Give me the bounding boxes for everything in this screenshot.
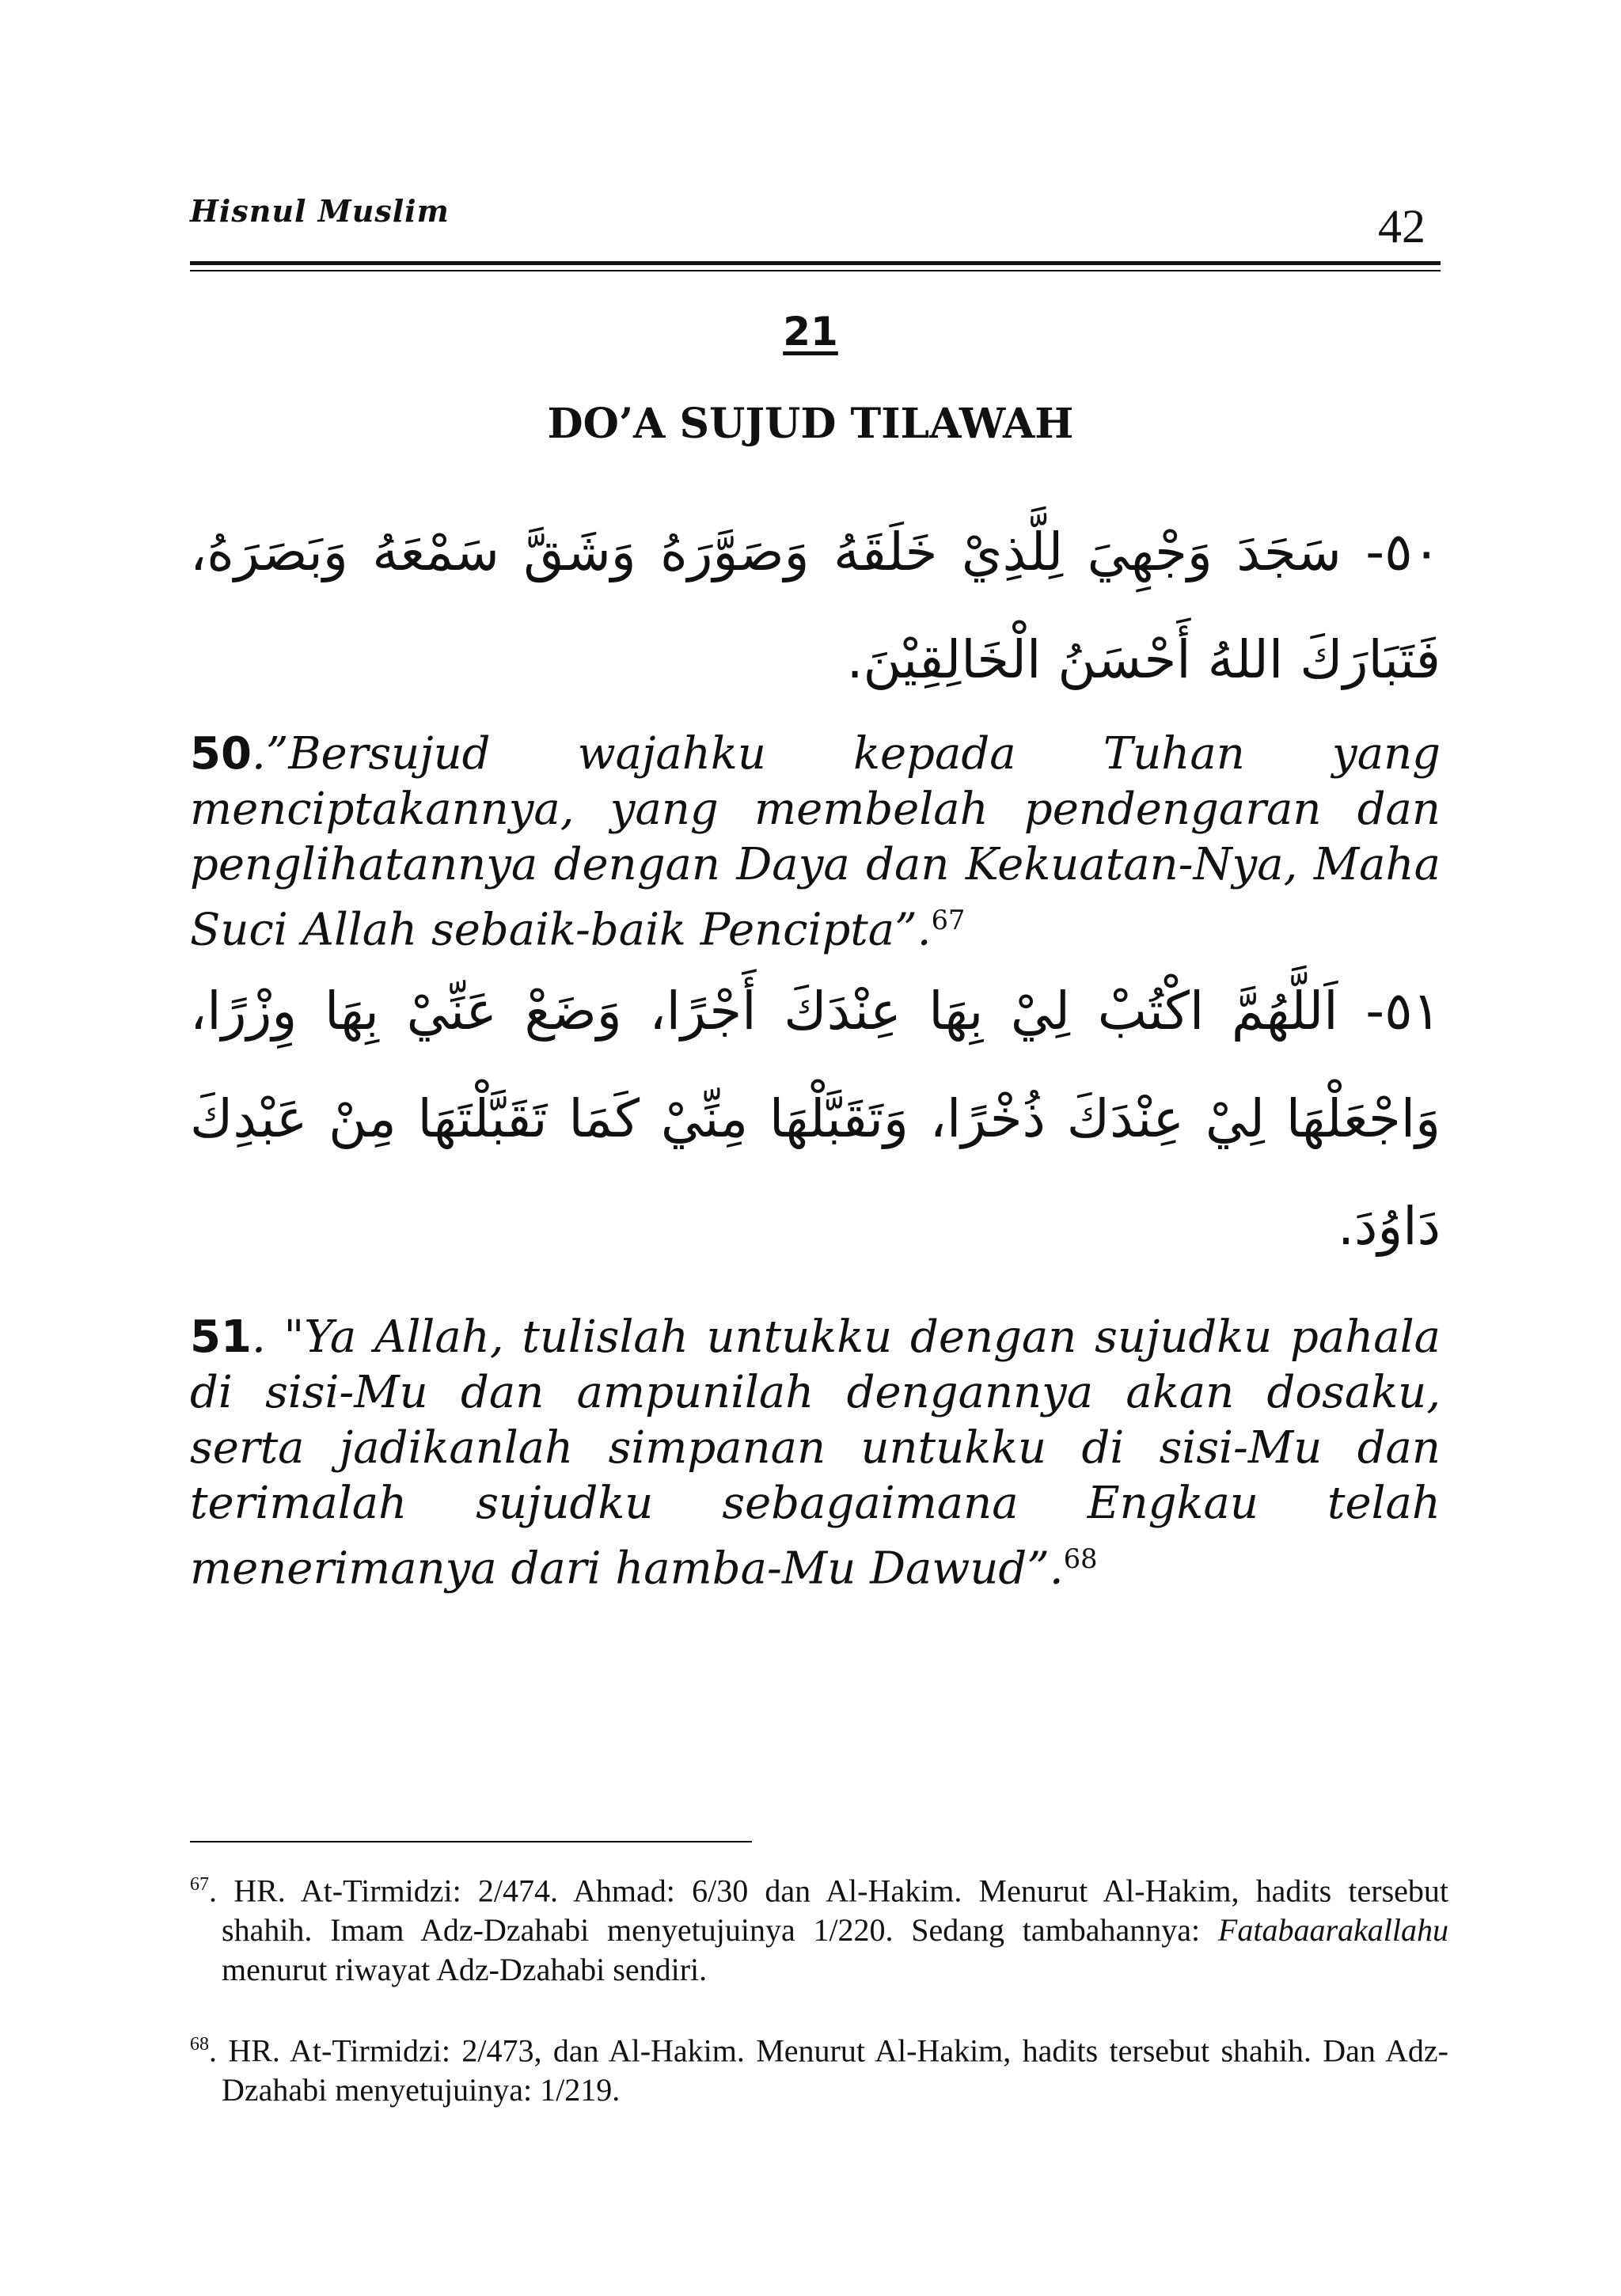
header-rule-thick [190,261,1441,265]
footnote-italic: Fatabaarakallahu [1217,1912,1448,1949]
header-rule-thin [190,270,1441,271]
page-number: 42 [1378,200,1425,252]
footnote-marker: 68 [190,2034,209,2055]
footnote-marker: 67 [190,1874,209,1895]
dua-50-translation [190,727,1441,958]
chapter-number: 21 [783,309,838,355]
footnote-rule [190,1841,752,1842]
dua-51-translation-text: . "Ya Allah, tulislah untukku dengan sujudku pahala di sisi-Mu dan ampunilah dengannya akan dosaku, serta jadikanlah simpanan untukku di sisi-Mu dan terimalah sujudku sebagaimana Engkau telah menerimanya dari hamba-Mu Dawud”. [190,1311,1441,1595]
chapter-title: DO’A SUJUD TILAWAH [547,400,1074,448]
dua-51-translation [190,1310,1441,1597]
footnote-67 [190,1865,1448,1990]
footnote-ref-68: 68 [1063,1543,1098,1574]
dua-50-translation-text: .”Bersujud wajahku kepada Tuhan yang menciptakannya, yang membelah pendengaran dan penglihatannya dengan Daya dan Kekuatan-Nya, Maha Suci Allah sebaik-baik Pencipta”. [190,728,1441,956]
footnote-text-after: menurut riwayat Adz-Dzahabi sendiri. [222,1952,708,1988]
dua-50-arabic: ٥٠- سَجَدَ وَجْهِيَ لِلَّذِيْ خَلَقَهُ وَصَوَّرَهُ وَشَقَّ سَمْعَهُ وَبَصَرَهُ، فَتَبَارَكَ اللهُ أَحْسَنُ الْخَالِقِيْنَ. [190,522,1441,690]
dua-51-arabic: ٥١- اَللَّهُمَّ اكْتُبْ لِيْ بِهَا عِنْدَكَ أَجْرًا، وَضَعْ عَنِّيْ بِهَا وِزْرًا، وَاجْعَلْهَا لِيْ عِنْدَكَ ذُخْرًا، وَتَقَبَّلْهَا مِنِّيْ كَمَا تَقَبَّلْتَهَا مِنْ عَبْدِكَ دَاوُدَ. [190,981,1441,1257]
footnote-ref-67: 67 [931,905,966,935]
footnote-68 [190,2025,1448,2110]
dua-50-number: 50 [190,728,252,780]
footnote-text: . HR. At-Tirmidzi: 2/473, dan Al-Hakim. Menurut Al-Hakim, hadits tersebut shahih. Dan Adz-Dzahabi menyetujuinya: 1/219. [209,2032,1448,2108]
dua-51-number: 51 [190,1311,252,1363]
footnote-text: . HR. At-Tirmidzi: 2/474. Ahmad: 6/30 dan Al-Hakim. Menurut Al-Hakim, hadits tersebut shahih. Imam Adz-Dzahabi menyetujuinya 1/220. Sedang tambahannya: [209,1873,1448,1949]
book-title: Hisnul Muslim [190,193,450,229]
